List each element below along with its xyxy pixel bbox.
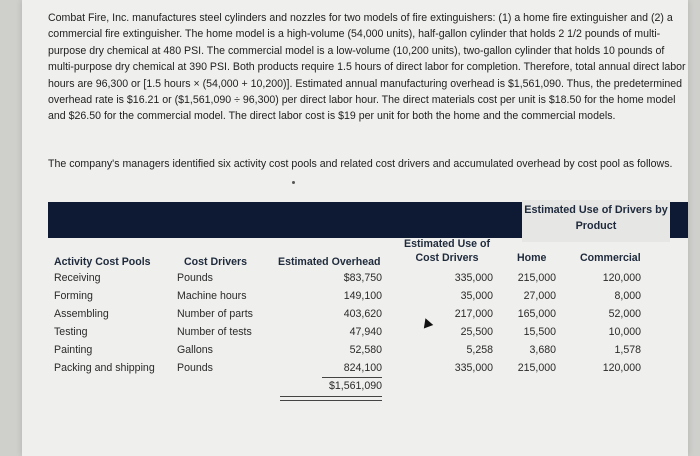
header-cost-drivers: Cost Drivers — [184, 256, 247, 268]
header-estimated-use-line2: Cost Drivers — [415, 252, 479, 264]
row-use: 217,000 — [454, 308, 493, 320]
header-home: Home — [517, 252, 547, 264]
row-commercial: 120,000 — [602, 362, 641, 374]
row-home: 215,000 — [517, 362, 556, 374]
row-pool: Testing — [54, 326, 88, 338]
row-driver: Pounds — [177, 272, 213, 284]
row-commercial: 120,000 — [602, 272, 641, 284]
row-overhead: 403,620 — [343, 308, 382, 320]
row-commercial: 10,000 — [608, 326, 641, 338]
stray-mark — [292, 181, 295, 184]
row-overhead: $83,750 — [343, 272, 382, 284]
cost-pools-paragraph: The company's managers identified six activity cost pools and related cost drivers and accumulated overhead by cost pool as follows. — [48, 158, 673, 170]
row-pool: Assembling — [54, 308, 109, 320]
row-home: 27,000 — [523, 290, 556, 302]
total-overhead: $1,561,090 — [328, 380, 382, 392]
header-commercial: Commercial — [580, 252, 641, 264]
row-driver: Number of tests — [177, 326, 252, 338]
row-use: 25,500 — [460, 326, 493, 338]
row-overhead: 824,100 — [343, 362, 382, 374]
header-estimated-overhead: Estimated Overhead — [278, 256, 381, 268]
row-use: 335,000 — [454, 362, 493, 374]
row-commercial: 52,000 — [608, 308, 641, 320]
header-activity-cost-pools: Activity Cost Pools — [54, 256, 151, 268]
row-overhead: 52,580 — [349, 344, 382, 356]
total-underline — [322, 377, 382, 378]
row-commercial: 8,000 — [614, 290, 641, 302]
total-double-underline — [280, 396, 382, 401]
row-home: 165,000 — [517, 308, 556, 320]
row-pool: Forming — [54, 290, 93, 302]
row-use: 335,000 — [454, 272, 493, 284]
row-home: 15,500 — [523, 326, 556, 338]
row-driver: Machine hours — [177, 290, 247, 302]
document-page — [22, 0, 688, 456]
row-use: 5,258 — [466, 344, 493, 356]
row-driver: Pounds — [177, 362, 213, 374]
row-home: 215,000 — [517, 272, 556, 284]
row-use: 35,000 — [460, 290, 493, 302]
header-estimated-use-line1: Estimated Use of — [404, 238, 490, 250]
row-pool: Packing and shipping — [54, 362, 155, 374]
group-header: Estimated Use of Drivers by Product — [522, 200, 670, 242]
row-overhead: 47,940 — [349, 326, 382, 338]
row-driver: Gallons — [177, 344, 213, 356]
row-pool: Painting — [54, 344, 93, 356]
row-driver: Number of parts — [177, 308, 253, 320]
intro-paragraph: Combat Fire, Inc. manufactures steel cylinders and nozzles for two models of fire extinguishers: (1) a home fire extinguisher and (2) a commercial fire extinguisher. The home model is a high-volume (54,000 units), half-gallon cylinder that holds 2 1/2 pounds of multi-purpose dry chemical at 480 PSI. The commercial model is a low-volume (10,200 units), two-gallon cylinder that holds 10 pounds of multi-purpose dry chemical at 390 PSI. Both products require 1.5 hours of direct labor for completion. Therefore, total annual direct labor hours are 96,300 or [1.5 hours × (54,000 + 10,200)]. Estimated annual manufacturing overhead is $1,561,090. Thus, the predetermined overhead rate is $16.21 or ($1,561,090 ÷ 96,300) per direct labor hour. The direct materials cost per unit is $18.50 for the home model and $26.50 for the commercial model. The direct labor cost is $19 per unit for both the home and the commercial models. — [48, 12, 686, 123]
row-home: 3,680 — [529, 344, 556, 356]
row-overhead: 149,100 — [343, 290, 382, 302]
row-pool: Receiving — [54, 272, 101, 284]
row-commercial: 1,578 — [614, 344, 641, 356]
